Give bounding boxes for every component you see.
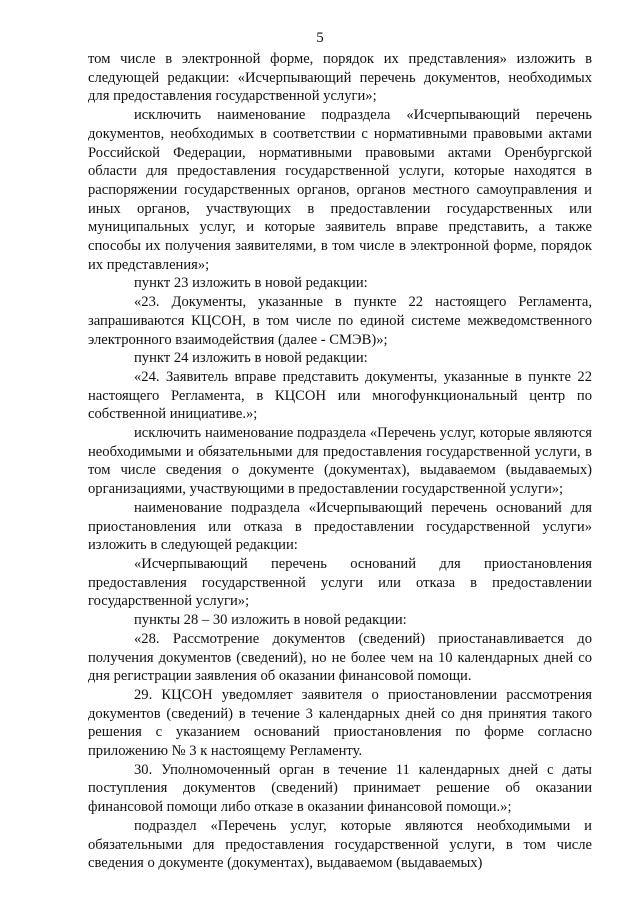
paragraph-6: «24. Заявитель вправе представить документы, указанные в пункте 22 настоящего Регламента, в КЦСОН или многофункциональный центр по собственной инициативе.»; [88, 368, 592, 423]
paragraph-13: 30. Уполномоченный орган в течение 11 календарных дней с даты поступления документов (сведений) принимает решение об оказании финансовой помощи либо отказе в оказании финансовой помощи.»; [88, 761, 592, 816]
paragraph-9: «Исчерпывающий перечень оснований для приостановления предоставления государственной услуги или отказа в предоставлении государственной услуги»; [88, 555, 592, 610]
paragraph-3: пункт 23 изложить в новой редакции: [134, 275, 368, 292]
paragraph-12: 29. КЦСОН уведомляет заявителя о приостановлении рассмотрения документов (сведений) в течение 3 календарных дней со дня принятия такого решения с указанием оснований приостановления по форме согласно приложению № 3 к настоящему Регламенту. [88, 686, 592, 760]
page-number: 5 [316, 30, 324, 46]
paragraph-4: «23. Документы, указанные в пункте 22 настоящего Регламента, запрашиваются КЦСОН, в том числе по единой системе межведомственного электронного взаимодействия (далее - СМЭВ)»; [88, 294, 592, 348]
document-body [88, 50, 592, 873]
paragraph-14: подраздел «Перечень услуг, которые являются необходимыми и обязательными для предоставления государственной услуги, в том числе сведения о документе (документах), выдаваемом (выдаваемых) [88, 817, 592, 872]
paragraph-1: том числе в электронной форме, порядок их представления» изложить в следующей редакции: «Исчерпывающий перечень документов, необходимых для предоставления государственной услуги»; [88, 51, 592, 105]
paragraph-2: исключить наименование подраздела «Исчерпывающий перечень документов, необходимых в соответствии с нормативными правовыми актами Российской Федерации, нормативными правовыми актами Оренбургской области для предоставления государственной услуги, которые находятся в распоряжении государственных органов, органов местного самоуправления и иных органов, участвующих в предоставлении государственных или муниципальных услуг, и которые заявитель вправе представить, а также способы их получения заявителями, в том числе в электронной форме, порядок их представления»; [88, 107, 592, 273]
paragraph-10: пункты 28 – 30 изложить в новой редакции: [134, 612, 407, 629]
paragraph-8: наименование подраздела «Исчерпывающий перечень оснований для приостановления или отказа в предоставлении государственной услуги» изложить в следующей редакции: [88, 499, 592, 554]
paragraph-11: «28. Рассмотрение документов (сведений) приостанавливается до получения документов (сведений), но не более чем на 10 календарных дней со дня регистрации заявления об оказании финансовой помощи. [88, 630, 592, 685]
paragraph-5: пункт 24 изложить в новой редакции: [134, 350, 368, 367]
paragraph-7: исключить наименование подраздела «Перечень услуг, которые являются необходимыми и обязательными для предоставления государственной услуги, в том числе сведения о документе (документах), выдаваемом (выдаваемых) организациями, участвующими в предоставлении государственной услуги»; [88, 425, 592, 498]
